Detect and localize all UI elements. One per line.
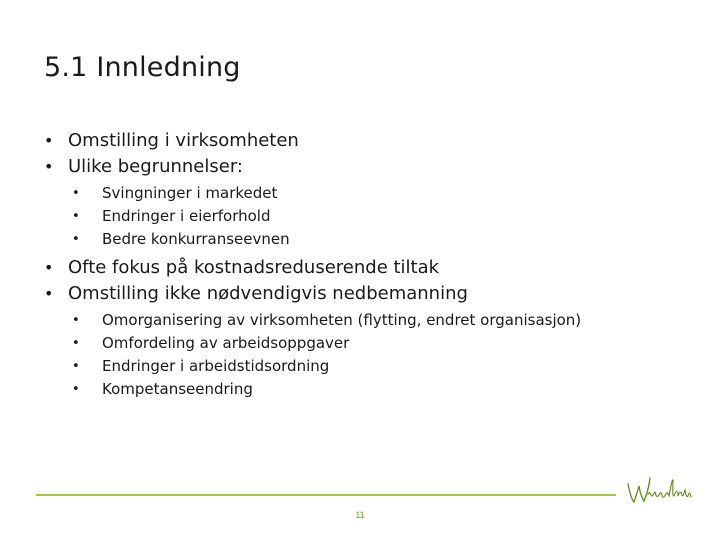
bullet-dot-icon: •	[72, 359, 80, 374]
bullet-dot-icon: •	[44, 258, 54, 277]
bullet-item	[40, 128, 700, 154]
bullet-dot-icon: •	[72, 186, 80, 201]
sub-bullet-text: Omorganisering av virksomheten (flytting, endret organisasjon)	[102, 311, 582, 329]
bullet-dot-icon: •	[44, 131, 54, 150]
sub-bullet-list	[68, 309, 700, 401]
bullet-text: Ulike begrunnelser:	[68, 156, 243, 177]
sub-bullet-list	[68, 182, 700, 251]
sub-bullet-text: Kompetanseendring	[102, 380, 253, 398]
sub-bullet-item	[68, 182, 700, 205]
sub-bullet-item	[68, 332, 700, 355]
sub-bullet-text: Omfordeling av arbeidsoppgaver	[102, 334, 350, 352]
bullet-dot-icon: •	[72, 209, 80, 224]
bullet-dot-icon: •	[72, 313, 80, 328]
footer-divider	[36, 494, 616, 496]
bullet-text: Ofte fokus på kostnadsreduserende tiltak	[68, 257, 440, 278]
sub-bullet-text: Bedre konkurranseevnen	[102, 230, 290, 248]
wiersholm-logo	[622, 470, 694, 510]
bullet-dot-icon: •	[72, 382, 80, 397]
slide-content	[40, 128, 700, 405]
sub-bullet-item	[68, 378, 700, 401]
bullet-item	[40, 255, 700, 281]
sub-bullet-item	[68, 228, 700, 251]
bullet-dot-icon: •	[72, 336, 80, 351]
sub-bullet-text: Endringer i arbeidstidsordning	[102, 357, 330, 375]
bullet-dot-icon: •	[72, 232, 80, 247]
bullet-list	[40, 128, 700, 401]
slide-title: 5.1 Innledning	[44, 52, 241, 83]
sub-bullet-item	[68, 309, 700, 332]
bullet-item	[40, 281, 700, 401]
page-number: 11	[355, 510, 365, 520]
bullet-text: Omstilling ikke nødvendigvis nedbemanning	[68, 283, 468, 304]
bullet-dot-icon: •	[44, 157, 54, 176]
sub-bullet-text: Svingninger i markedet	[102, 184, 278, 202]
bullet-text: Omstilling i virksomheten	[68, 130, 299, 151]
sub-bullet-item	[68, 355, 700, 378]
bullet-item	[40, 154, 700, 251]
sub-bullet-text: Endringer i eierforhold	[102, 207, 271, 225]
sub-bullet-item	[68, 205, 700, 228]
bullet-dot-icon: •	[44, 284, 54, 303]
